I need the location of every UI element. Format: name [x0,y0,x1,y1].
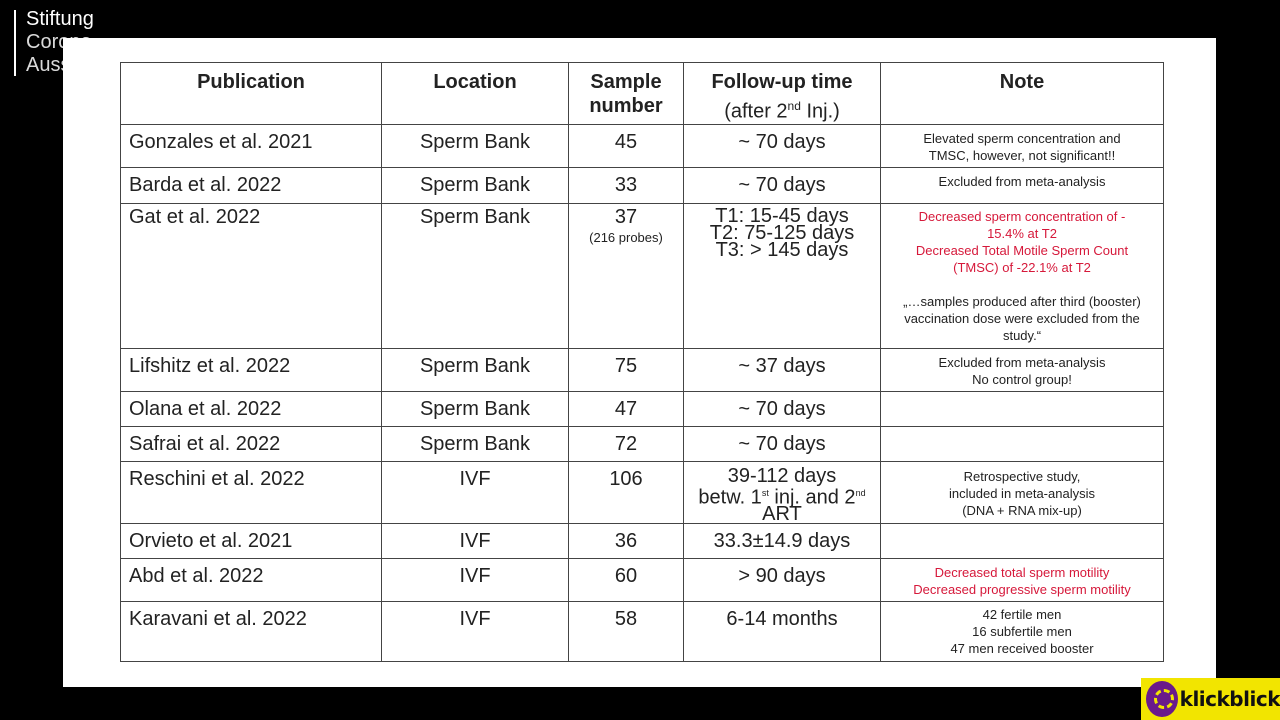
cell-followup: > 90 days [684,559,881,602]
cell-followup [684,203,881,348]
cell-note [881,602,1164,662]
cell-number: 47 [569,391,684,426]
number-value: 37 [614,205,638,228]
cell-note [881,461,1164,524]
aperture-icon [1146,681,1178,717]
cell-location: Sperm Bank [382,426,569,461]
cell-location: Sperm Bank [382,203,569,348]
note-line: 16 subfertile men [972,624,1072,640]
header-sample-number [569,63,684,125]
table-row [121,167,1164,203]
table-row [121,461,1164,524]
followup-sup: nd [855,487,866,498]
table-row [121,559,1164,602]
cell-followup: ~ 37 days [684,348,881,391]
note-line-red: 15.4% at T2 [987,225,1057,241]
cell-number: 36 [569,524,684,559]
cell-followup: ~ 70 days [684,391,881,426]
cell-location: IVF [382,602,569,662]
note-line: 42 fertile men [982,607,1062,623]
cell-location: Sperm Bank [382,348,569,391]
note-line: 47 men received booster [950,641,1094,657]
cell-note [881,167,1164,203]
cell-number: 106 [569,461,684,524]
table-row [121,124,1164,167]
cell-publication: Lifshitz et al. 2022 [121,348,382,391]
note-line: TMSC, however, not significant!! [928,147,1116,163]
followup-part: betw. 1 [698,486,762,509]
cell-followup [684,461,881,524]
number-sub: (216 probes) [589,229,663,245]
cell-number: 75 [569,348,684,391]
note-line-red: Decreased progressive sperm motility [913,582,1131,598]
cell-publication: Safrai et al. 2022 [121,426,382,461]
logo-line-2: Corona [26,31,92,53]
cell-number: 58 [569,602,684,662]
cell-publication: Reschini et al. 2022 [121,461,382,524]
note-line-red: Decreased total sperm motility [934,565,1110,581]
header-location: Location [382,63,569,125]
cell-note [881,203,1164,348]
header-sample-line1: Sample [590,71,662,93]
followup-part: ART [762,503,802,526]
note-line: Excluded from meta-analysis [938,354,1106,370]
header-followup-pre: (after 2 [724,100,788,123]
cell-location: Sperm Bank [382,167,569,203]
table-row [121,524,1164,559]
followup-line: T2: 75-125 days [709,221,855,244]
cell-number [569,203,684,348]
cell-publication: Gonzales et al. 2021 [121,124,382,167]
table-row [121,391,1164,426]
header-followup [684,63,881,125]
followup-line [692,485,872,524]
cell-location: IVF [382,559,569,602]
note-line: included in meta-analysis [949,485,1095,501]
cell-location: IVF [382,461,569,524]
note-line: (DNA + RNA mix-up) [962,502,1082,518]
logo-bar [14,10,16,76]
cell-followup: 33.3±14.9 days [684,524,881,559]
header-followup-line2 [692,94,872,124]
note-line: vaccination dose were excluded from the [904,310,1140,326]
channel-badge [1141,678,1280,720]
cell-publication: Karavani et al. 2022 [121,602,382,662]
header-note: Note [881,63,1164,125]
cell-publication: Abd et al. 2022 [121,559,382,602]
cell-number: 45 [569,124,684,167]
cell-note [881,391,1164,426]
channel-name: klickblick [1179,687,1280,711]
header-followup-post: Inj.) [800,100,840,123]
cell-publication: Olana et al. 2022 [121,391,382,426]
note-line-red: Decreased sperm concentration of - [918,208,1126,224]
note-line: Excluded from meta-analysis [938,173,1106,189]
cell-publication: Gat et al. 2022 [121,203,382,348]
table-row [121,203,1164,348]
cell-number: 72 [569,426,684,461]
cell-note [881,348,1164,391]
table-row [121,426,1164,461]
cell-location: Sperm Bank [382,124,569,167]
note-line: Elevated sperm concentration and [923,130,1121,146]
cell-note [881,559,1164,602]
header-publication: Publication [121,63,382,125]
header-followup-sup: nd [787,99,801,113]
followup-sup: st [761,487,769,498]
note-line: study.“ [1002,327,1042,343]
cell-followup: ~ 70 days [684,124,881,167]
cell-publication: Orvieto et al. 2021 [121,524,382,559]
followup-line: 39-112 days [727,464,837,487]
note-line: No control group! [972,371,1072,387]
logo-line-1: Stiftung [26,8,94,30]
cell-publication: Barda et al. 2022 [121,167,382,203]
followup-line: T1: 15-45 days [715,204,849,227]
note-line: „…samples produced after third (booster) [903,293,1141,309]
followup-line: T3: > 145 days [715,238,849,261]
header-followup-line1: Follow-up time [711,71,853,93]
note-line-red: Decreased Total Motile Sperm Count [915,242,1129,258]
cell-number: 60 [569,559,684,602]
publications-table [120,62,1164,662]
header-row [121,63,1164,125]
header-sample-line2: number [589,95,663,117]
cell-number: 33 [569,167,684,203]
cell-followup: ~ 70 days [684,426,881,461]
cell-followup: ~ 70 days [684,167,881,203]
table-row [121,348,1164,391]
cell-note [881,524,1164,559]
cell-location: IVF [382,524,569,559]
followup-part: inj. and 2 [768,486,856,509]
cell-location: Sperm Bank [382,391,569,426]
cell-followup: 6-14 months [684,602,881,662]
note-line: Retrospective study, [963,468,1081,484]
cell-note [881,124,1164,167]
table-row [121,602,1164,662]
note-line-red: (TMSC) of -22.1% at T2 [953,259,1091,275]
cell-note [881,426,1164,461]
logo-line-3: Ausschuss [26,54,123,76]
